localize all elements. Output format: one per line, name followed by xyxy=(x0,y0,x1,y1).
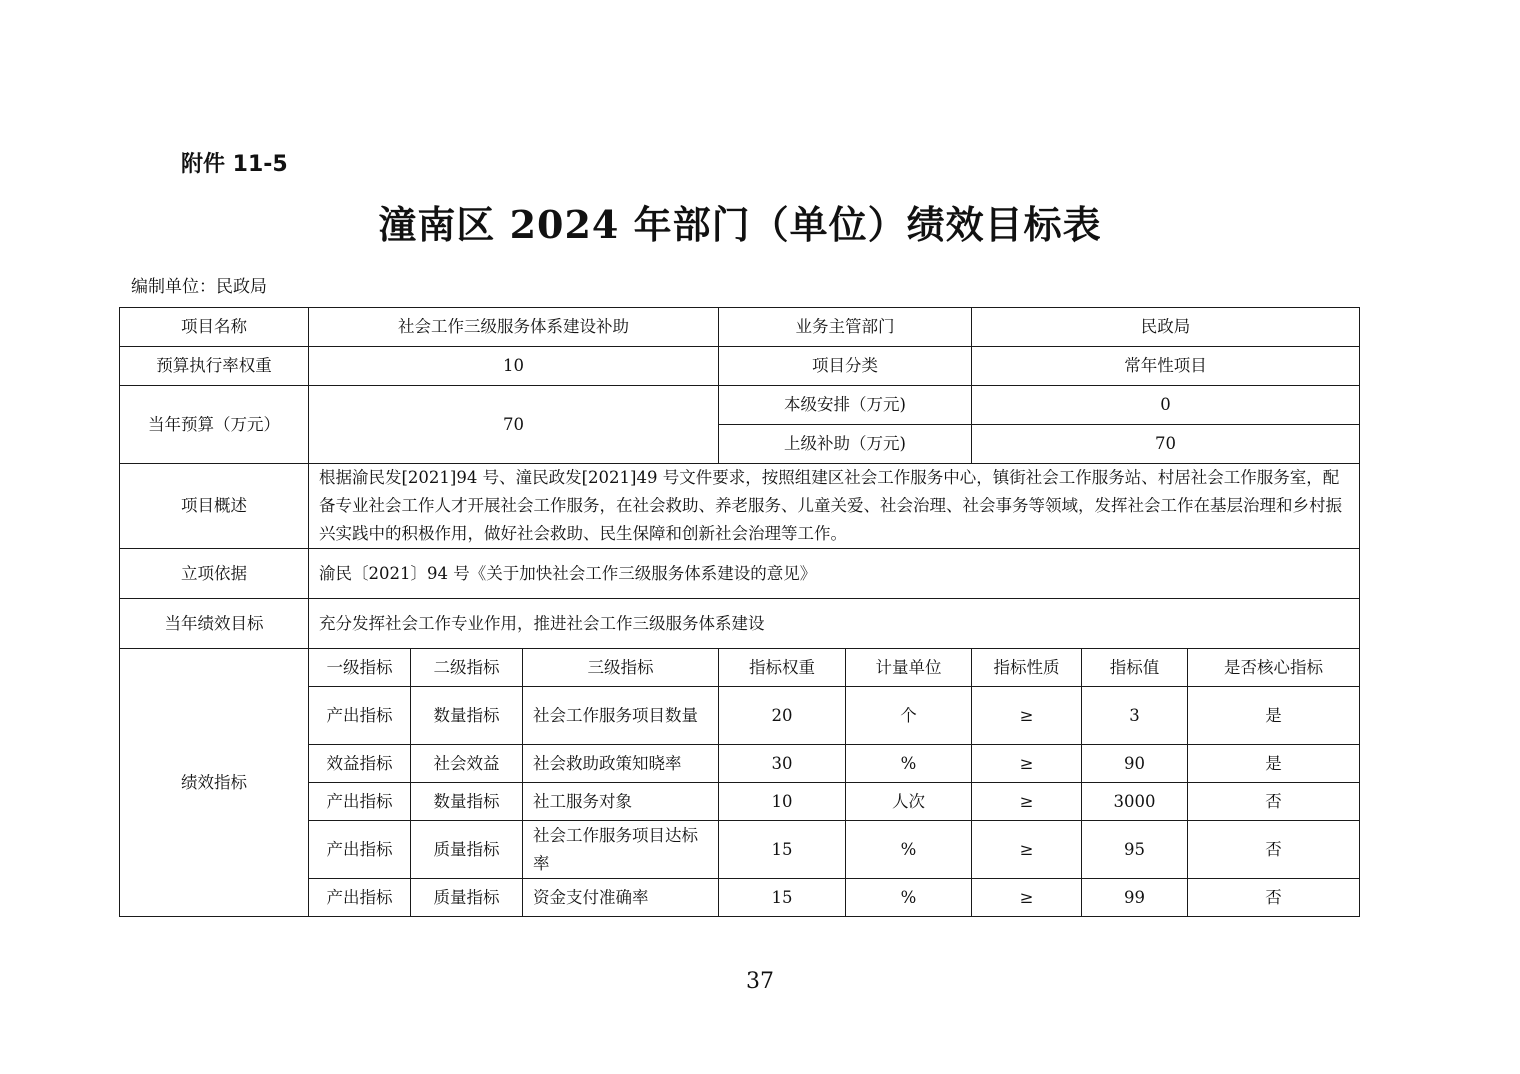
weight-cell: 20 xyxy=(719,687,846,745)
header-core: 是否核心指标 xyxy=(1188,649,1360,687)
row-goal xyxy=(120,599,1360,649)
weight-cell: 15 xyxy=(719,879,846,917)
category-value: 常年性项目 xyxy=(972,347,1360,386)
core-cell: 否 xyxy=(1188,879,1360,917)
unit-cell: 个 xyxy=(846,687,972,745)
goal-text: 充分发挥社会工作专业作用，推进社会工作三级服务体系建设 xyxy=(309,599,1360,649)
overview-label: 项目概述 xyxy=(120,464,309,549)
level2-cell: 质量指标 xyxy=(411,821,523,879)
project-name-label: 项目名称 xyxy=(120,308,309,347)
weight-cell: 30 xyxy=(719,745,846,783)
local-budget-label: 本级安排（万元) xyxy=(719,386,972,425)
unit-cell: % xyxy=(846,821,972,879)
core-cell: 否 xyxy=(1188,821,1360,879)
level1-cell: 产出指标 xyxy=(309,687,411,745)
header-level1: 一级指标 xyxy=(309,649,411,687)
budget-weight-label: 预算执行率权重 xyxy=(120,347,309,386)
header-weight: 指标权重 xyxy=(719,649,846,687)
dept-label: 业务主管部门 xyxy=(719,308,972,347)
level3-cell: 社会工作服务项目达标率 xyxy=(523,821,719,879)
header-unit: 计量单位 xyxy=(846,649,972,687)
row-budget-weight xyxy=(120,347,1360,386)
level2-cell: 社会效益 xyxy=(411,745,523,783)
level1-cell: 产出指标 xyxy=(309,879,411,917)
annual-budget-value: 70 xyxy=(309,386,719,464)
nature-cell: ≥ xyxy=(972,745,1082,783)
header-level3: 三级指标 xyxy=(523,649,719,687)
value-cell: 95 xyxy=(1082,821,1188,879)
header-level2: 二级指标 xyxy=(411,649,523,687)
nature-cell: ≥ xyxy=(972,783,1082,821)
level1-cell: 产出指标 xyxy=(309,821,411,879)
unit-cell: % xyxy=(846,745,972,783)
level1-cell: 效益指标 xyxy=(309,745,411,783)
row-project-name xyxy=(120,308,1360,347)
goal-label: 当年绩效目标 xyxy=(120,599,309,649)
header-value: 指标值 xyxy=(1082,649,1188,687)
core-cell: 否 xyxy=(1188,783,1360,821)
nature-cell: ≥ xyxy=(972,821,1082,879)
header-nature: 指标性质 xyxy=(972,649,1082,687)
level2-cell: 数量指标 xyxy=(411,687,523,745)
core-cell: 是 xyxy=(1188,687,1360,745)
page-number: 37 xyxy=(746,969,774,994)
budget-weight-value: 10 xyxy=(309,347,719,386)
value-cell: 90 xyxy=(1082,745,1188,783)
basis-label: 立项依据 xyxy=(120,549,309,599)
weight-cell: 10 xyxy=(719,783,846,821)
page-title: 潼南区 2024 年部门（单位）绩效目标表 xyxy=(378,202,1102,247)
annual-budget-label: 当年预算（万元） xyxy=(120,386,309,464)
project-name-value: 社会工作三级服务体系建设补助 xyxy=(309,308,719,347)
level3-cell: 社会救助政策知晓率 xyxy=(523,745,719,783)
level3-cell: 社工服务对象 xyxy=(523,783,719,821)
performance-table xyxy=(119,307,1360,917)
upper-subsidy-label: 上级补助（万元) xyxy=(719,425,972,464)
unit-cell: % xyxy=(846,879,972,917)
dept-value: 民政局 xyxy=(972,308,1360,347)
level2-cell: 数量指标 xyxy=(411,783,523,821)
weight-cell: 15 xyxy=(719,821,846,879)
basis-text: 渝民〔2021〕94 号《关于加快社会工作三级服务体系建设的意见》 xyxy=(309,549,1360,599)
level2-cell: 质量指标 xyxy=(411,879,523,917)
indicator-header-row xyxy=(120,649,1360,687)
attachment-label: 附件 11-5 xyxy=(181,152,288,177)
unit-cell: 人次 xyxy=(846,783,972,821)
row-overview xyxy=(120,464,1360,549)
nature-cell: ≥ xyxy=(972,687,1082,745)
core-cell: 是 xyxy=(1188,745,1360,783)
compiling-unit: 编制单位：民政局 xyxy=(131,277,267,297)
row-basis xyxy=(120,549,1360,599)
nature-cell: ≥ xyxy=(972,879,1082,917)
value-cell: 3 xyxy=(1082,687,1188,745)
indicators-label: 绩效指标 xyxy=(120,649,309,917)
level1-cell: 产出指标 xyxy=(309,783,411,821)
row-annual-budget xyxy=(120,386,1360,425)
local-budget-value: 0 xyxy=(972,386,1360,425)
level3-cell: 社会工作服务项目数量 xyxy=(523,687,719,745)
overview-text: 根据渝民发[2021]94 号、潼民政发[2021]49 号文件要求，按照组建区社会工作服务中心，镇街社会工作服务站、村居社会工作服务室，配备专业社会工作人才开展社会工作服务，在社会救助、养老服务、儿童关爱、社会治理、社会事务等领域，发挥社会工作在基层治理和乡村振兴实践中的积极作用，做好社会救助、民生保障和创新社会治理等工作。 xyxy=(309,464,1360,549)
category-label: 项目分类 xyxy=(719,347,972,386)
level3-cell: 资金支付准确率 xyxy=(523,879,719,917)
value-cell: 3000 xyxy=(1082,783,1188,821)
value-cell: 99 xyxy=(1082,879,1188,917)
upper-subsidy-value: 70 xyxy=(972,425,1360,464)
